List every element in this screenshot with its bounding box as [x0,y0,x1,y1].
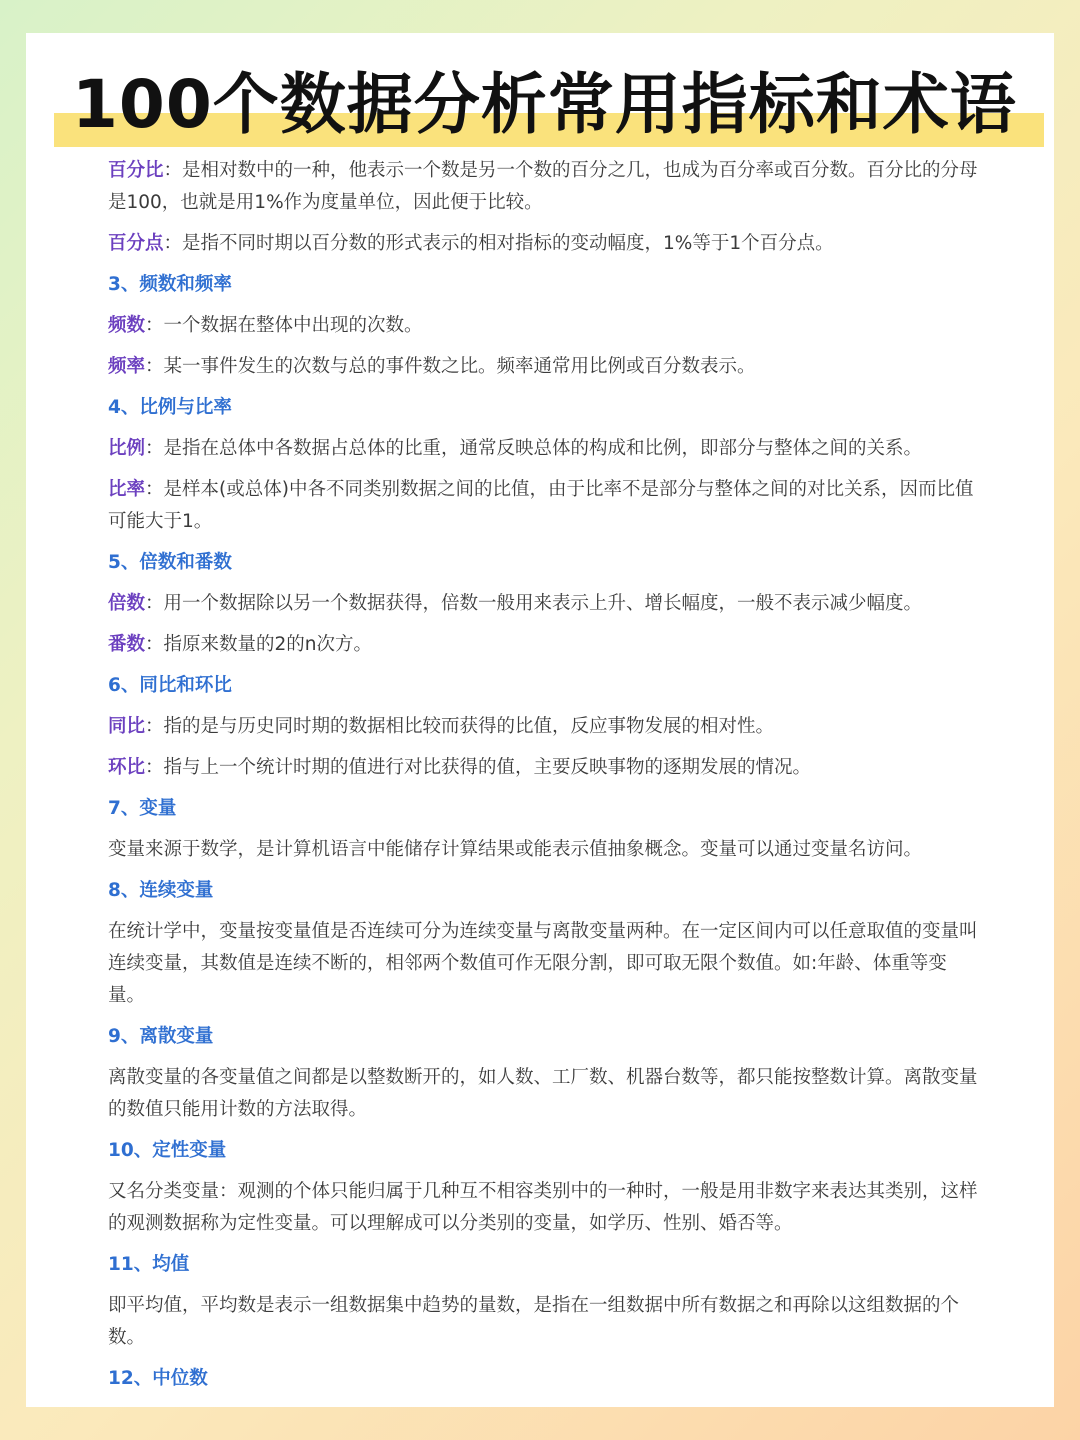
definition-text: 指与上一个统计时期的值进行对比获得的值，主要反映事物的逐期发展的情况。 [163,757,812,778]
definition-term: 同比 [108,716,146,737]
article-content [108,155,978,1404]
definition-term: 环比 [108,757,146,778]
definition-term: 百分点 [108,233,164,254]
title-banner [26,61,1054,151]
section-heading: 4、比例与比率 [108,397,232,418]
term-separator: ： [145,315,164,336]
definition-text: 是指在总体中各数据占总体的比重，通常反映总体的构成和比例，即部分与整体之间的关系。 [163,438,923,459]
section-heading: 8、连续变量 [108,880,214,901]
page-title: 100个数据分析常用指标和术语 [72,66,1017,143]
term-separator: ： [145,593,164,614]
term-separator: ： [145,634,164,655]
definition-text: 是相对数中的一种，他表示一个数是另一个数的百分之几，也成为百分率或百分数。百分比的分母是100，也就是用1%作为度量单位，因此便于比较。 [108,160,978,213]
body-paragraph: 离散变量的各变量值之间都是以整数断开的，如人数、工厂数、机器台数等，都只能按整数计算。离散变量的数值只能用计数的方法取得。 [108,1067,978,1120]
body-paragraph: 又名分类变量：观测的个体只能归属于几种互不相容类别中的一种时，一般是用非数字来表达其类别，这样的观测数据称为定性变量。可以理解成可以分类别的变量，如学历、性别、婚否等。 [108,1181,978,1234]
definition-paragraph [108,474,978,538]
definition-text: 某一事件发生的次数与总的事件数之比。频率通常用比例或百分数表示。 [163,356,756,377]
definition-term: 频数 [108,315,146,336]
body-paragraph: 在统计学中，变量按变量值是否连续可分为连续变量与离散变量两种。在一定区间内可以任意取值的变量叫连续变量，其数值是连续不断的，相邻两个数值可作无限分割，即可取无限个数值。如:年龄、体重等变量。 [108,921,978,1006]
definition-paragraph [108,588,978,620]
definition-paragraph [108,629,978,661]
definition-text: 是指不同时期以百分数的形式表示的相对指标的变动幅度，1%等于1个百分点。 [182,233,834,254]
definition-text: 指的是与历史同时期的数据相比较而获得的比值，反应事物发展的相对性。 [163,716,775,737]
definition-text: 指原来数量的2的n次方。 [163,634,373,655]
definition-term: 比例 [108,438,146,459]
term-separator: ： [163,160,183,181]
definition-paragraph [108,228,978,260]
term-separator: ： [145,438,164,459]
definition-paragraph [108,433,978,465]
section-heading: 6、同比和环比 [108,675,232,696]
term-separator: ： [163,233,183,254]
definition-text: 是样本(或总体)中各不同类别数据之间的比值，由于比率不是部分与整体之间的对比关系，因而比值可能大于1。 [108,479,974,532]
definition-paragraph [108,752,978,784]
definition-term: 倍数 [108,593,146,614]
article-card [26,33,1054,1407]
section-heading: 9、离散变量 [108,1026,214,1047]
definition-term: 频率 [108,356,146,377]
section-heading: 10、定性变量 [108,1140,227,1161]
definition-paragraph [108,310,978,342]
term-separator: ： [145,479,164,500]
term-separator: ： [145,716,164,737]
section-heading: 7、变量 [108,798,177,819]
definition-term: 百分比 [108,160,164,181]
definition-paragraph [108,155,978,219]
definition-term: 番数 [108,634,146,655]
section-heading: 3、频数和频率 [108,274,232,295]
definition-text: 用一个数据除以另一个数据获得，倍数一般用来表示上升、增长幅度，一般不表示减少幅度。 [163,593,923,614]
definition-paragraph [108,711,978,743]
term-separator: ： [145,757,164,778]
body-paragraph: 变量来源于数学，是计算机语言中能储存计算结果或能表示值抽象概念。变量可以通过变量名访问。 [108,839,923,860]
body-paragraph: 即平均值，平均数是表示一组数据集中趋势的量数，是指在一组数据中所有数据之和再除以这组数据的个数。 [108,1295,960,1348]
section-heading: 11、均值 [108,1254,190,1275]
term-separator: ： [145,356,164,377]
section-heading: 12、中位数 [108,1368,208,1389]
definition-term: 比率 [108,479,146,500]
section-heading: 5、倍数和番数 [108,552,232,573]
definition-text: 一个数据在整体中出现的次数。 [163,315,423,336]
definition-paragraph [108,351,978,383]
